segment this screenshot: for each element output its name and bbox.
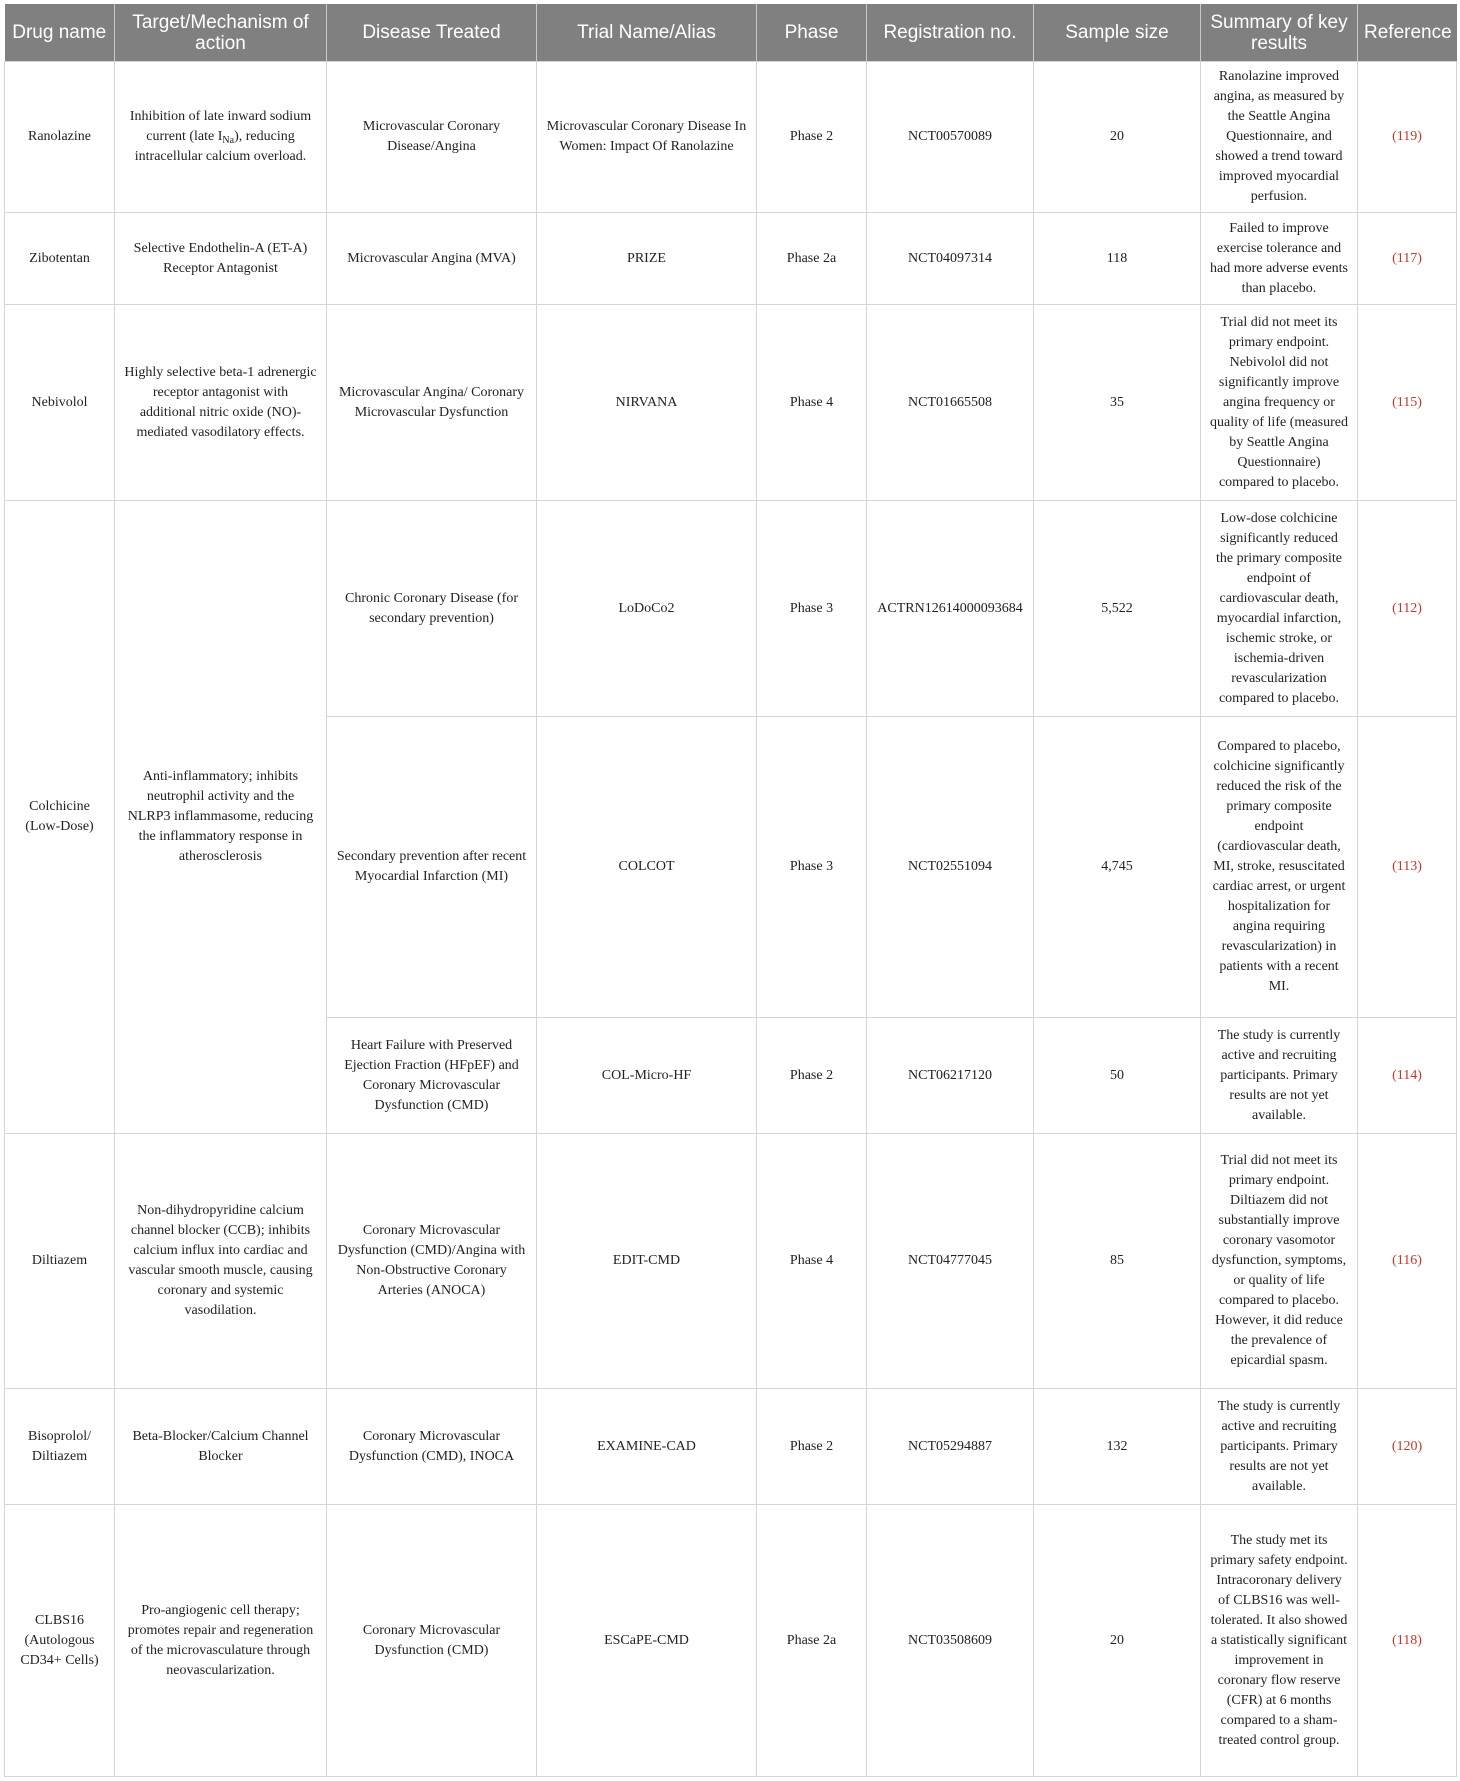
header-trial-name: Trial Name/Alias [537,4,757,62]
phase: Phase 2 [757,62,867,213]
reference-link[interactable]: (118) [1358,1505,1457,1777]
reference-link[interactable]: (116) [1358,1134,1457,1389]
summary: Low-dose colchicine significantly reduced the primary composite endpoint of cardiovascular death, myocardial infarction, ischemic stroke, or ischemia-driven revascularization compared to placebo. [1201,501,1358,717]
target-mechanism: Pro-angiogenic cell therapy; promotes repair and regeneration of the microvasculature through neovascularization. [115,1505,327,1777]
table-row [5,1389,1457,1505]
sample-size: 5,522 [1034,501,1201,717]
drug-name: Ranolazine [5,62,115,213]
reference-link[interactable]: (113) [1358,717,1457,1018]
header-target-mechanism: Target/Mechanism of action [115,4,327,62]
phase: Phase 3 [757,717,867,1018]
trials-table-container [4,4,1456,1777]
sample-size: 50 [1034,1018,1201,1134]
reference-link[interactable]: (112) [1358,501,1457,717]
registration-no: ACTRN12614000093684 [867,501,1034,717]
trial-name: Microvascular Coronary Disease In Women: Impact Of Ranolazine [537,62,757,213]
table-row [5,305,1457,501]
table-row [5,1505,1457,1777]
summary: Failed to improve exercise tolerance and had more adverse events than placebo. [1201,213,1358,305]
disease-treated: Chronic Coronary Disease (for secondary prevention) [327,501,537,717]
summary: Ranolazine improved angina, as measured by the Seattle Angina Questionnaire, and showed a trend toward improved myocardial perfusion. [1201,62,1358,213]
trial-name: EXAMINE-CAD [537,1389,757,1505]
phase: Phase 2a [757,213,867,305]
sample-size: 132 [1034,1389,1201,1505]
table-row [5,62,1457,213]
drug-name: CLBS16 (Autologous CD34+ Cells) [5,1505,115,1777]
registration-no: NCT02551094 [867,717,1034,1018]
disease-treated: Heart Failure with Preserved Ejection Fraction (HFpEF) and Coronary Microvascular Dysfunction (CMD) [327,1018,537,1134]
trial-name: COLCOT [537,717,757,1018]
drug-name: Diltiazem [5,1134,115,1389]
registration-no: NCT06217120 [867,1018,1034,1134]
phase: Phase 4 [757,305,867,501]
header-registration-no: Registration no. [867,4,1034,62]
disease-treated: Microvascular Coronary Disease/Angina [327,62,537,213]
disease-treated: Secondary prevention after recent Myocardial Infarction (MI) [327,717,537,1018]
drug-name: Zibotentan [5,213,115,305]
disease-treated: Microvascular Angina (MVA) [327,213,537,305]
drug-name: Bisoprolol/ Diltiazem [5,1389,115,1505]
trial-name: COL-Micro-HF [537,1018,757,1134]
summary: Trial did not meet its primary endpoint. Diltiazem did not substantially improve coronary vasomotor dysfunction, symptoms, or quality of life compared to placebo. However, it did reduce the prevalence of epicardial spasm. [1201,1134,1358,1389]
target-mechanism: Non-dihydropyridine calcium channel blocker (CCB); inhibits calcium influx into cardiac and vascular smooth muscle, causing coronary and systemic vasodilation. [115,1134,327,1389]
registration-no: NCT05294887 [867,1389,1034,1505]
target-mechanism: Beta-Blocker/Calcium Channel Blocker [115,1389,327,1505]
header-drug-name: Drug name [5,4,115,62]
registration-no: NCT04097314 [867,213,1034,305]
target-mechanism: Anti-inflammatory; inhibits neutrophil activity and the NLRP3 inflammasome, reducing the inflammatory response in atherosclerosis [115,501,327,1134]
target-mechanism: Inhibition of late inward sodium current (late $I_{Na}$), reducing intracellular calcium overload. [115,62,327,213]
phase: Phase 2 [757,1018,867,1134]
table-row [5,213,1457,305]
subscript-na: Na [222,135,235,146]
drug-name: Colchicine (Low-Dose) [5,501,115,1134]
header-phase: Phase [757,4,867,62]
trial-name: PRIZE [537,213,757,305]
summary: Trial did not meet its primary endpoint. Nebivolol did not significantly improve angina frequency or quality of life (measured by Seattle Angina Questionnaire) compared to placebo. [1201,305,1358,501]
disease-treated: Microvascular Angina/ Coronary Microvascular Dysfunction [327,305,537,501]
phase: Phase 2a [757,1505,867,1777]
registration-no: NCT03508609 [867,1505,1034,1777]
target-mechanism: Selective Endothelin-A (ET-A) Receptor Antagonist [115,213,327,305]
summary: Compared to placebo, colchicine significantly reduced the risk of the primary composite endpoint (cardiovascular death, MI, stroke, resuscitated cardiac arrest, or urgent hospitalization for angina requiring revascularization) in patients with a recent MI. [1201,717,1358,1018]
sample-size: 20 [1034,62,1201,213]
drug-name: Nebivolol [5,305,115,501]
trial-name: LoDoCo2 [537,501,757,717]
header-summary: Summary of key results [1201,4,1358,62]
reference-link[interactable]: (114) [1358,1018,1457,1134]
clinical-trials-table [4,4,1457,1777]
sample-size: 118 [1034,213,1201,305]
registration-no: NCT04777045 [867,1134,1034,1389]
registration-no: NCT00570089 [867,62,1034,213]
phase: Phase 3 [757,501,867,717]
registration-no: NCT01665508 [867,305,1034,501]
target-mechanism: Highly selective beta-1 adrenergic receptor antagonist with additional nitric oxide (NO)-mediated vasodilatory effects. [115,305,327,501]
disease-treated: Coronary Microvascular Dysfunction (CMD)/Angina with Non-Obstructive Coronary Arteries (ANOCA) [327,1134,537,1389]
trial-name: NIRVANA [537,305,757,501]
reference-link[interactable]: (119) [1358,62,1457,213]
phase: Phase 4 [757,1134,867,1389]
header-sample-size: Sample size [1034,4,1201,62]
trial-name: EDIT-CMD [537,1134,757,1389]
reference-link[interactable]: (117) [1358,213,1457,305]
trial-name: ESCaPE-CMD [537,1505,757,1777]
header-row [5,4,1457,62]
disease-treated: Coronary Microvascular Dysfunction (CMD) [327,1505,537,1777]
phase: Phase 2 [757,1389,867,1505]
summary: The study met its primary safety endpoint. Intracoronary delivery of CLBS16 was well-tolerated. It also showed a statistically significant improvement in coronary flow reserve (CFR) at 6 months compared to a sham-treated control group. [1201,1505,1358,1777]
sample-size: 35 [1034,305,1201,501]
summary: The study is currently active and recruiting participants. Primary results are not yet available. [1201,1018,1358,1134]
table-row [5,1134,1457,1389]
sample-size: 4,745 [1034,717,1201,1018]
sample-size: 20 [1034,1505,1201,1777]
header-disease-treated: Disease Treated [327,4,537,62]
header-reference: Reference [1358,4,1457,62]
table-row [5,501,1457,717]
disease-treated: Coronary Microvascular Dysfunction (CMD), INOCA [327,1389,537,1505]
sample-size: 85 [1034,1134,1201,1389]
reference-link[interactable]: (120) [1358,1389,1457,1505]
summary: The study is currently active and recruiting participants. Primary results are not yet available. [1201,1389,1358,1505]
reference-link[interactable]: (115) [1358,305,1457,501]
